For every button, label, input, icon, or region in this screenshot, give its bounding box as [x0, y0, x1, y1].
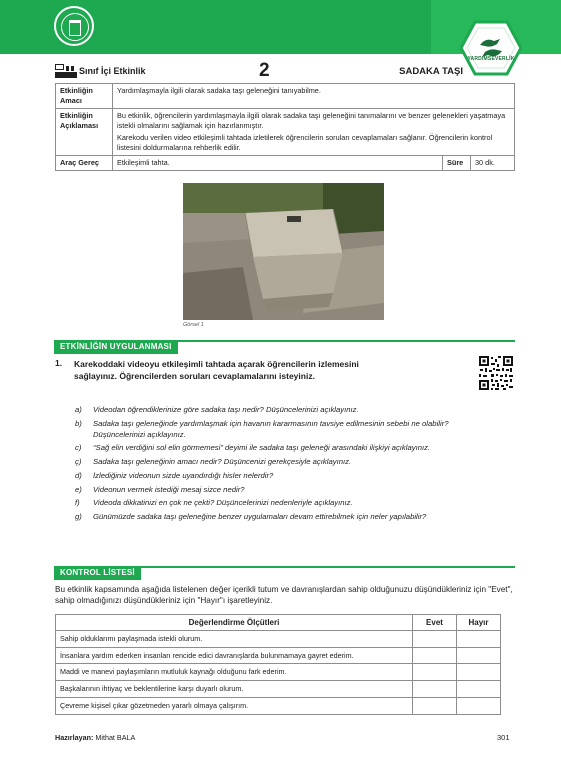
yes-column-header: Evet: [413, 615, 457, 631]
tools-text: Etkileşimli tahta.: [113, 156, 443, 171]
question-letter: ç): [75, 457, 82, 467]
no-checkbox-cell[interactable]: [457, 631, 501, 648]
question-text: “Sağ elin verdiğini sol elin görmemesi” deyimi ile sadaka taşı geleneği arasındaki ilişkiyi açıklayınız.: [93, 443, 431, 453]
qr-code-icon[interactable]: [478, 355, 514, 391]
table-row: [56, 647, 501, 664]
question-text: Sadaka taşı geleneğinin amacı nedir? Düşüncenizi gerekçesiyle açıklayınız.: [93, 457, 352, 467]
table-row: [56, 681, 501, 698]
activity-type-label: Sınıf İçi Etkinlik: [79, 66, 146, 76]
list-item: [75, 419, 495, 441]
criteria-column-header: Değerlendirme Ölçütleri: [56, 615, 413, 631]
criteria-cell: Sahip olduklarımı paylaşmada istekli olurum.: [56, 631, 413, 648]
charity-stone-photo: [183, 183, 384, 320]
duration-label: Süre: [443, 156, 471, 171]
table-row: [56, 108, 515, 155]
activity-info-table: [55, 83, 515, 171]
question-letter: b): [75, 418, 82, 428]
table-row: [56, 664, 501, 681]
prepared-by: [55, 733, 135, 742]
activity-title: SADAKA TAŞI: [399, 66, 463, 77]
criteria-cell: Maddi ve manevi paylaşımların mutluluk kaynağı olduğunu fark ederim.: [56, 664, 413, 681]
list-item: [75, 471, 495, 482]
description-paragraph: Bu etkinlik, öğrencilerin yardımlaşmayla ilgili olarak sadaka taşı geleneğini tanımalarını ve benzer gelenekleri yaşatmaya istekli olmalarını sağlamak için hazırlanmıştır.: [117, 110, 506, 130]
no-checkbox-cell[interactable]: [457, 681, 501, 698]
question-text: Sadaka taşı geleneğinde yardımlaşmak için havanın kararmasının tavsiye edilmesinin sebebi ne olabilir? Düşüncelerinizi açıklayınız.: [93, 418, 449, 439]
no-checkbox-cell[interactable]: [457, 697, 501, 714]
tools-label: Araç Gereç: [56, 156, 113, 171]
question-letter: e): [75, 484, 82, 494]
list-item: [75, 512, 495, 523]
yes-checkbox-cell[interactable]: [413, 681, 457, 698]
prepared-by-label: Hazırlayan:: [55, 733, 94, 742]
yes-checkbox-cell[interactable]: [413, 697, 457, 714]
question-text: Videoda dikkatinizi en çok ne çekti? Düşüncelerinizi nedenleriyle açıklayınız.: [93, 498, 353, 508]
page-number: 301: [497, 733, 510, 742]
list-item: [75, 485, 495, 496]
ministry-logo: [54, 6, 94, 46]
description-label: Etkinliğin Açıklaması: [56, 108, 113, 155]
control-list-heading: KONTROL LİSTESİ: [54, 566, 141, 580]
question-letter: f): [75, 498, 80, 508]
table-header-row: [56, 615, 501, 631]
control-section-bar: [55, 566, 515, 580]
control-list-intro: Bu etkinlik kapsamında aşağıda listelenen değer içerikli tutum ve davranışlardan sahip olduğunuzu düşündükleriniz için "Evet", sahip olmadığınızı düşündükleriniz için "Hayır"ı işaretleyiniz.: [55, 585, 513, 606]
instruction-number: 1.: [55, 358, 63, 368]
instruction-text: Karekoddaki videoyu etkileşimli tahtada açarak öğrencilerin izlemesini sağlayınız. Öğrencilerden soruları cevaplamalarını isteyiniz.: [74, 359, 359, 382]
no-column-header: Hayır: [457, 615, 501, 631]
question-text: Videodan öğrendiklerinize göre sadaka taşı nedir? Düşüncelerinizi açıklayınız.: [93, 405, 359, 414]
application-section-bar: [55, 340, 515, 354]
criteria-cell: İnsanlara yardım ederken insanları rencide edici davranışlarda bulunmamaya gayret ederim.: [56, 647, 413, 664]
activity-number: 2: [259, 60, 270, 81]
description-paragraph: Karekodu verilen video etkileşimli tahtada izletilerek öğrencilerin soruları cevaplamaları sağlanır. Öğrencilerin kontrol listesini doldurmalarına rehberlik edilir.: [117, 133, 493, 153]
yes-checkbox-cell[interactable]: [413, 647, 457, 664]
question-list: [75, 405, 495, 526]
yes-checkbox-cell[interactable]: [413, 631, 457, 648]
yes-checkbox-cell[interactable]: [413, 664, 457, 681]
table-row: [56, 156, 515, 171]
control-list-table: [55, 614, 501, 715]
photo-caption: Görsel 1: [183, 322, 204, 328]
table-row: [56, 84, 515, 109]
list-item: [75, 405, 495, 416]
no-checkbox-cell[interactable]: [457, 647, 501, 664]
purpose-label: Etkinliğin Amacı: [56, 84, 113, 109]
question-letter: c): [75, 443, 82, 453]
list-item: [75, 498, 495, 509]
question-letter: d): [75, 470, 82, 480]
list-item: [75, 443, 495, 454]
table-row: [56, 697, 501, 714]
purpose-text: Yardımlaşmayla ilgili olarak sadaka taşı geleneğini tanıyabilme.: [113, 84, 515, 109]
question-text: Videonun vermek istediği mesaj sizce nedir?: [93, 484, 245, 494]
table-row: [56, 631, 501, 648]
prepared-by-name: Mithat BALA: [95, 733, 136, 742]
question-letter: a): [75, 405, 82, 414]
duration-text: 30 dk.: [471, 156, 515, 171]
classroom-icon: [55, 64, 77, 78]
application-heading: ETKİNLİĞİN UYGULANMASI: [54, 340, 178, 354]
question-letter: g): [75, 512, 82, 522]
value-badge-label: YARDIMSEVERLİK: [467, 56, 515, 62]
criteria-cell: Başkalarının ihtiyaç ve beklentilerine karşı duyarlı olurum.: [56, 681, 413, 698]
no-checkbox-cell[interactable]: [457, 664, 501, 681]
criteria-cell: Çevreme kişisel çıkar gözetmeden yararlı olmaya çalışırım.: [56, 697, 413, 714]
question-text: İzlediğiniz videonun sizde uyandırdığı hisler nelerdir?: [93, 470, 274, 480]
question-text: Günümüzde sadaka taşı geleneğine benzer uygulamaları devam ettirebilmek için neler yapılabilir?: [93, 512, 427, 522]
activity-title-row: [55, 62, 515, 82]
description-cell: [113, 108, 515, 155]
list-item: [75, 457, 495, 468]
